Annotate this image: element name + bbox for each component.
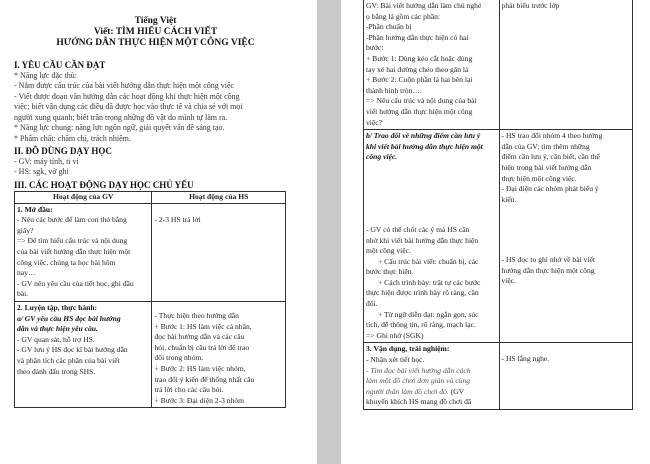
cont-line: => Nêu cấu trúc và nội dung của bài	[366, 96, 477, 106]
section-activities: III. CÁC HOẠT ĐỘNG DẠY HỌC CHỦ YẾU	[14, 179, 194, 190]
summary-line: + Cấu trúc bài viết: chuẩn bị, các	[378, 256, 479, 266]
header-student: Hoạt động của HS	[152, 192, 286, 204]
row2-student-line: + Bước 3: Đại diện 2-3 nhóm	[154, 395, 245, 405]
summary-line: một công việc.	[366, 246, 411, 256]
summary-line: nhớ khi viết bài hướng dẫn thực hiện	[366, 235, 479, 245]
cont-line: viết hướng dẫn thực hiện một công	[366, 106, 473, 116]
row1-line: nay…	[17, 268, 36, 278]
cont-line: + Bước 2: Cuộn phần lá hai bên lại	[366, 75, 473, 85]
lesson-title: Viết: TÌM HIỂU CÁCH VIẾT	[93, 27, 218, 37]
requirements-list	[14, 71, 297, 145]
student-line: hướng dẫn thực hiện một công	[501, 265, 595, 275]
section-requirements: I. YÊU CẦU CẦN ĐẠT	[14, 60, 106, 70]
requirement-line: - Viết được đoạn văn hướng dẫn các hoạt động khi thực hiện một công	[14, 91, 240, 101]
cont-student-text: phát biểu trước lớp	[501, 1, 560, 10]
row1-teacher	[15, 203, 152, 301]
task-b-line: công việc.	[366, 152, 398, 162]
requirement-line: * Năng lực chung: năng lực ngôn ngữ, giải quyết vấn đề sáng tạo.	[14, 123, 225, 132]
summary-line: => Ghi nhớ (SGK)	[366, 330, 424, 340]
row3-student-text: - HS lắng nghe.	[501, 354, 550, 364]
row2-student-line: - Thực hiện theo hướng dẫn	[154, 310, 239, 320]
row2-line: theo đánh dấu trong SHS.	[17, 366, 96, 376]
row3-heading: 3. Vận dụng, trải nghiệm:	[366, 344, 450, 354]
row1-student-text: - 2-3 HS trả lời	[154, 214, 201, 224]
student-line: - Đại diện các nhóm phát biểu ý	[501, 184, 599, 194]
header-teacher: Hoạt động của GV	[15, 192, 152, 204]
row2-student-line: trả lời cho các câu hỏi.	[154, 385, 224, 395]
student-line: việc.	[501, 276, 517, 286]
row1-line: - GV nêu yêu cầu của tiết học, ghi đầu	[17, 278, 134, 288]
cont-line: thành hình tròn….	[366, 85, 422, 95]
row3-line: - Nhận xét tiết học.	[366, 355, 425, 365]
section-materials: II. ĐỒ DÙNG DẠY HỌC	[14, 146, 112, 156]
student-line: kiến.	[501, 194, 517, 204]
row2-student-line: trao đổi ý kiến để thống nhất câu	[154, 374, 255, 384]
requirement-line: * Phẩm chất: chăm chỉ, trách nhiệm.	[14, 133, 131, 143]
subject-title: Tiếng Việt	[134, 16, 177, 26]
cont-line: việc?	[366, 117, 383, 127]
student-line: hiện trong bài viết hướng dẫn	[501, 162, 592, 172]
row1-line: bài.	[17, 289, 29, 299]
activities-table-left	[14, 191, 286, 408]
row3-italic-line: người thân làm đồ chơi đó.	[366, 386, 449, 396]
row2-student	[152, 301, 286, 407]
cont-row2-student	[499, 130, 632, 343]
requirement-line: việc; biết vận dụng các điều đã được học vào thực tế và chia sẻ với mọi	[14, 102, 243, 111]
row1-line: - Nêu các bước để làm con thỏ bằng	[17, 215, 127, 225]
right-page	[341, 0, 650, 464]
row2-task-a: dẫn và thực hiện yêu cầu.	[17, 324, 98, 334]
row2-student-line: đổi trong nhóm.	[154, 353, 204, 363]
activities-table-right	[363, 0, 633, 410]
cont-line: bước:	[366, 43, 384, 53]
cont-line: -Phần hướng dẫn thực hiện có hai	[366, 32, 469, 42]
cont-row3-teacher	[364, 343, 500, 410]
student-line: thực hiện một công việc.	[501, 173, 577, 183]
row3-line: khuyến khích HS mang đồ chơi đã	[366, 397, 472, 407]
student-line: điểm cần lưu ý, cần biết, cần thể	[501, 152, 600, 162]
student-line: - HS đọc to ghi nhớ về bài viết	[501, 255, 595, 265]
material-line: - GV: máy tính, ti vi	[14, 156, 79, 166]
row1-line: công việc, chúng ta học bài hôm	[17, 257, 116, 267]
summary-line: - GV có thể chốt các ý mà HS cần	[366, 224, 470, 234]
requirement-line: - Nắm được cấu trúc của bài viết hướng dẫn thực hiện một công việc	[14, 81, 235, 90]
row1-line: giấy?	[17, 225, 34, 235]
row2-teacher	[15, 301, 152, 407]
cont-row3-student	[499, 343, 632, 410]
requirement-line: * Năng lực đặc thù:	[14, 70, 77, 80]
row2-student-line: đọc bài hướng dẫn và các câu	[154, 332, 245, 342]
row2-student-line: hỏi, chuẩn bị câu trả lời để trao	[154, 342, 250, 352]
cont-line: GV: Bài viết hướng dẫn làm chú nghé	[366, 1, 482, 10]
student-line: - HS trao đổi nhóm 4 theo hướng	[501, 131, 603, 141]
summary-line: bước thực hiện.	[366, 267, 414, 277]
row2-student-line: + Bước 2: HS làm việc nhóm,	[154, 363, 246, 373]
cont-row2-teacher	[364, 130, 500, 343]
lesson-subtitle: HƯỚNG DẪN THỰC HIỆN MỘT CÔNG VIỆC	[56, 38, 255, 48]
summary-line: + Cách trình bày: trật tự các bước	[378, 277, 481, 287]
row2-line: - GV quan sát, hỗ trợ HS.	[17, 334, 95, 344]
cont-line: tay xé hai đường chéo theo gân lá	[366, 64, 469, 74]
summary-line: thực hiện được trình bày rõ ràng, cần	[366, 288, 479, 298]
row1-heading: 1. Mở đầu:	[17, 204, 53, 214]
task-b-line: khi viết bài hướng dẫn thực hiện một	[366, 141, 483, 151]
row2-student-line: + Bước 1: HS làm việc cá nhân,	[154, 321, 252, 331]
cont-row1-teacher	[364, 0, 500, 130]
left-page	[0, 0, 317, 464]
row2-task-a: a/ GV yêu cầu HS đọc bài hướng	[17, 313, 121, 323]
requirement-line: người xung quanh; biết trân trọng những đồ vật do mình tự làm ra.	[14, 112, 228, 122]
row1-line: của bài viết hướng dẫn thực hiện một	[17, 246, 131, 256]
summary-line: đối.	[366, 299, 378, 309]
row2-line: - GV lưu ý HS đọc kĩ bài hướng dẫn	[17, 345, 128, 355]
row2-line: và phân tích các phần của bài viết	[17, 355, 120, 365]
material-line: - HS: sgk, vở ghi	[14, 167, 69, 176]
row1-student	[152, 203, 286, 301]
task-b-line: b/ Trao đổi về những điểm cần lưu ý	[366, 131, 481, 141]
cont-line: + Bước 1: Dùng kéo cắt hoặc dùng	[366, 53, 473, 63]
row3-line: (GV	[450, 386, 465, 396]
summary-line: + Từ ngữ diễn đạt: ngắn gọn, súc	[378, 309, 479, 319]
cont-row1-student	[499, 0, 632, 130]
summary-line: tích, dễ thông tin, rõ ràng, mạch lạc.	[366, 320, 476, 330]
row1-line: => Để tìm hiểu cấu trúc và nội dung	[17, 236, 128, 246]
row3-italic-line: làm một đồ chơi đơn giản và cùng	[366, 376, 471, 386]
row2-heading: 2. Luyện tập, thực hành:	[17, 302, 98, 312]
cont-line: -Phần chuẩn bị	[366, 22, 412, 32]
student-line: dẫn của GV; tìm thêm những	[501, 141, 590, 151]
row3-italic-line: - Tìm đọc bài viết hướng dẫn cách	[366, 365, 471, 375]
cont-line: ọ bằng lá gồm các phần:	[366, 11, 441, 21]
